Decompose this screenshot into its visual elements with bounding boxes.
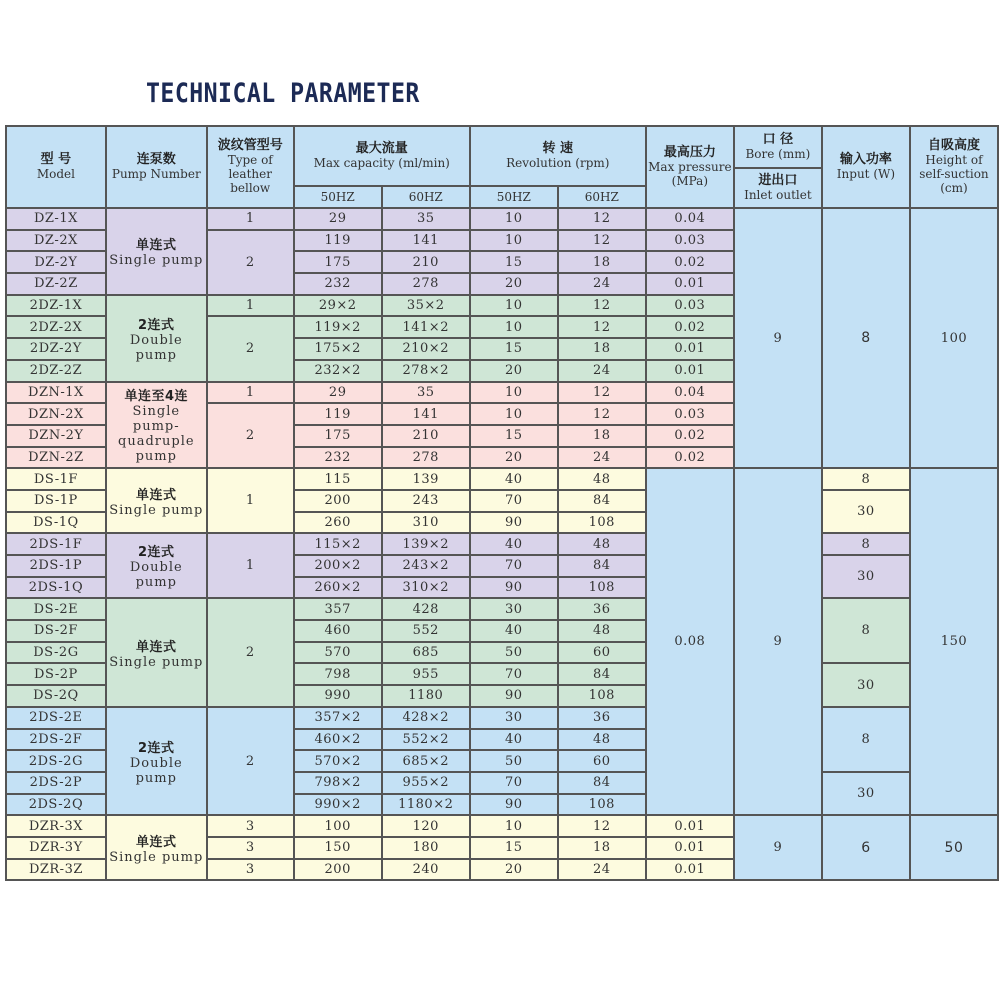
capacity-60hz-cell: 278×2 [382, 360, 470, 382]
capacity-50hz-cell: 570 [294, 642, 382, 664]
revolution-50hz-cell: 20 [470, 447, 558, 469]
capacity-60hz-cell: 243 [382, 490, 470, 512]
table-row [6, 815, 998, 837]
max-pressure-cell: 0.01 [646, 273, 734, 295]
input-power-cell: 8 [822, 468, 910, 490]
capacity-50hz-cell: 175×2 [294, 338, 382, 360]
pump-number-en: Double pump [129, 755, 183, 786]
capacity-60hz-cell: 685 [382, 642, 470, 664]
capacity-60hz-cell: 1180×2 [382, 794, 470, 816]
capacity-50hz-cell: 798 [294, 663, 382, 685]
capacity-60hz-cell: 685×2 [382, 750, 470, 772]
max-pressure-cell: 0.04 [646, 208, 734, 230]
revolution-60hz-cell: 84 [558, 663, 646, 685]
model-cell: DS-2G [6, 642, 106, 664]
capacity-60hz-cell: 955×2 [382, 772, 470, 794]
revolution-60hz-cell: 108 [558, 794, 646, 816]
capacity-60hz-cell: 35 [382, 382, 470, 404]
revolution-60hz-cell: 48 [558, 533, 646, 555]
revolution-60hz-cell: 48 [558, 620, 646, 642]
revolution-60hz-cell: 18 [558, 425, 646, 447]
revolution-50hz-cell: 30 [470, 598, 558, 620]
capacity-50hz-cell: 200×2 [294, 555, 382, 577]
pump-number-en: Double pump [129, 560, 183, 591]
max-pressure-cell: 0.01 [646, 859, 734, 881]
revolution-50hz-cell: 90 [470, 577, 558, 599]
capacity-50hz-cell: 798×2 [294, 772, 382, 794]
revolution-50hz-cell: 70 [470, 555, 558, 577]
max-pressure-cell: 0.08 [646, 468, 734, 815]
revolution-50hz-cell: 10 [470, 403, 558, 425]
capacity-60hz-cell: 210 [382, 425, 470, 447]
bore-cell: 9 [734, 815, 822, 880]
input-power-cell: 8 [822, 533, 910, 555]
input-power-cell: 30 [822, 490, 910, 533]
header-pump-number: 连泵数 Pump Number [106, 126, 207, 208]
capacity-50hz-cell: 260 [294, 512, 382, 534]
capacity-60hz-cell: 428×2 [382, 707, 470, 729]
pump-number-cn: 单连式 [136, 487, 177, 503]
capacity-50hz-cell: 990 [294, 685, 382, 707]
revolution-50hz-cell: 40 [470, 729, 558, 751]
model-cell: DZR-3X [6, 815, 106, 837]
revolution-50hz-cell: 10 [470, 382, 558, 404]
model-cell: DS-1Q [6, 512, 106, 534]
model-cell: DZN-2Y [6, 425, 106, 447]
capacity-60hz-cell: 35×2 [382, 295, 470, 317]
revolution-60hz-cell: 24 [558, 360, 646, 382]
capacity-50hz-cell: 100 [294, 815, 382, 837]
pump-number-cell [106, 533, 207, 598]
revolution-60hz-cell: 84 [558, 772, 646, 794]
pump-number-cn: 单连式 [136, 834, 177, 850]
revolution-50hz-cell: 15 [470, 338, 558, 360]
bellow-type-cell: 3 [207, 815, 294, 837]
model-cell: DZ-2Z [6, 273, 106, 295]
input-power-cell: 8 [822, 208, 910, 468]
revolution-50hz-cell: 30 [470, 707, 558, 729]
input-power-cell: 30 [822, 663, 910, 706]
pump-number-en: Single pump [109, 502, 204, 518]
revolution-50hz-cell: 50 [470, 642, 558, 664]
pump-number-cell [106, 468, 207, 533]
table-row [6, 707, 998, 729]
revolution-60hz-cell: 24 [558, 447, 646, 469]
input-power-cell: 8 [822, 707, 910, 772]
pump-number-cn: 2连式 [138, 545, 175, 561]
model-cell: 2DS-1P [6, 555, 106, 577]
table-row [6, 533, 998, 555]
capacity-60hz-cell: 210×2 [382, 338, 470, 360]
model-cell: 2DZ-1X [6, 295, 106, 317]
max-pressure-cell: 0.02 [646, 447, 734, 469]
revolution-50hz-cell: 40 [470, 620, 558, 642]
model-cell: DS-2Q [6, 685, 106, 707]
header-input: 输入功率 Input (W) [822, 126, 910, 208]
capacity-60hz-cell: 955 [382, 663, 470, 685]
table-row [6, 208, 998, 230]
model-cell: DZ-2Y [6, 251, 106, 273]
revolution-50hz-cell: 90 [470, 512, 558, 534]
revolution-50hz-cell: 20 [470, 859, 558, 881]
bore-cell: 9 [734, 208, 822, 468]
pump-number-cell [106, 208, 207, 295]
revolution-50hz-cell: 10 [470, 316, 558, 338]
capacity-60hz-cell: 310 [382, 512, 470, 534]
header-max-capacity: 最大流量 Max capacity (ml/min) [294, 126, 470, 186]
pump-number-en: Double pump [129, 332, 183, 363]
capacity-60hz-cell: 240 [382, 859, 470, 881]
max-pressure-cell: 0.04 [646, 382, 734, 404]
capacity-60hz-cell: 141 [382, 403, 470, 425]
capacity-60hz-cell: 120 [382, 815, 470, 837]
bellow-type-cell: 1 [207, 208, 294, 230]
header-bore: 口 径 Bore (mm) [734, 126, 822, 168]
revolution-60hz-cell: 60 [558, 750, 646, 772]
model-cell: 2DZ-2Y [6, 338, 106, 360]
capacity-50hz-cell: 570×2 [294, 750, 382, 772]
capacity-50hz-cell: 460×2 [294, 729, 382, 751]
model-cell: DS-2F [6, 620, 106, 642]
capacity-60hz-cell: 243×2 [382, 555, 470, 577]
revolution-60hz-cell: 12 [558, 815, 646, 837]
revolution-50hz-cell: 20 [470, 360, 558, 382]
bellow-type-cell: 1 [207, 468, 294, 533]
capacity-50hz-cell: 29×2 [294, 295, 382, 317]
capacity-50hz-cell: 119 [294, 230, 382, 252]
bellow-type-cell: 3 [207, 859, 294, 881]
revolution-50hz-cell: 40 [470, 468, 558, 490]
header-max-pressure: 最高压力 Max pressure (MPa) [646, 126, 734, 208]
pump-number-cn: 2连式 [138, 317, 175, 333]
model-cell: 2DZ-2X [6, 316, 106, 338]
revolution-50hz-cell: 15 [470, 251, 558, 273]
model-cell: 2DS-2P [6, 772, 106, 794]
capacity-60hz-cell: 552×2 [382, 729, 470, 751]
revolution-60hz-cell: 108 [558, 685, 646, 707]
capacity-50hz-cell: 260×2 [294, 577, 382, 599]
bellow-type-cell: 2 [207, 316, 294, 381]
max-pressure-cell: 0.03 [646, 403, 734, 425]
capacity-50hz-cell: 175 [294, 425, 382, 447]
bellow-type-cell: 2 [207, 403, 294, 468]
revolution-50hz-cell: 20 [470, 273, 558, 295]
max-pressure-cell: 0.02 [646, 251, 734, 273]
pump-number-en: Single pump [109, 253, 204, 269]
header-50hz-capacity: 50HZ [294, 186, 382, 208]
model-cell: DZR-3Z [6, 859, 106, 881]
model-cell: DS-2P [6, 663, 106, 685]
capacity-50hz-cell: 29 [294, 382, 382, 404]
table-body [6, 208, 998, 880]
max-pressure-cell: 0.02 [646, 316, 734, 338]
capacity-60hz-cell: 552 [382, 620, 470, 642]
capacity-60hz-cell: 180 [382, 837, 470, 859]
capacity-60hz-cell: 141 [382, 230, 470, 252]
revolution-60hz-cell: 12 [558, 403, 646, 425]
model-cell: 2DS-2F [6, 729, 106, 751]
bellow-type-cell: 1 [207, 533, 294, 598]
input-power-cell: 8 [822, 598, 910, 663]
max-pressure-cell: 0.01 [646, 360, 734, 382]
revolution-50hz-cell: 10 [470, 230, 558, 252]
capacity-50hz-cell: 460 [294, 620, 382, 642]
capacity-50hz-cell: 357 [294, 598, 382, 620]
capacity-60hz-cell: 210 [382, 251, 470, 273]
capacity-50hz-cell: 29 [294, 208, 382, 230]
revolution-60hz-cell: 18 [558, 251, 646, 273]
revolution-60hz-cell: 84 [558, 555, 646, 577]
model-cell: DS-1F [6, 468, 106, 490]
model-cell: 2DS-2G [6, 750, 106, 772]
self-suction-cell: 100 [910, 208, 998, 468]
revolution-50hz-cell: 70 [470, 663, 558, 685]
pump-number-en: Single pump-quadruple pump [118, 404, 195, 465]
revolution-60hz-cell: 18 [558, 837, 646, 859]
bellow-type-cell: 1 [207, 295, 294, 317]
revolution-60hz-cell: 84 [558, 490, 646, 512]
header-60hz-capacity: 60HZ [382, 186, 470, 208]
header-revolution: 转 速 Revolution (rpm) [470, 126, 646, 186]
model-cell: DZ-2X [6, 230, 106, 252]
model-cell: 2DS-2E [6, 707, 106, 729]
revolution-50hz-cell: 70 [470, 772, 558, 794]
header-model: 型 号 Model [6, 126, 106, 208]
revolution-60hz-cell: 108 [558, 512, 646, 534]
revolution-60hz-cell: 36 [558, 598, 646, 620]
pump-number-cell [106, 815, 207, 880]
revolution-60hz-cell: 108 [558, 577, 646, 599]
header-60hz-revolution: 60HZ [558, 186, 646, 208]
header-inlet-outlet: 进出口 Inlet outlet [734, 168, 822, 208]
revolution-60hz-cell: 24 [558, 273, 646, 295]
capacity-60hz-cell: 428 [382, 598, 470, 620]
capacity-60hz-cell: 35 [382, 208, 470, 230]
pump-number-cell [106, 707, 207, 815]
model-cell: 2DZ-2Z [6, 360, 106, 382]
revolution-60hz-cell: 18 [558, 338, 646, 360]
pump-number-en: Single pump [109, 849, 204, 865]
capacity-60hz-cell: 1180 [382, 685, 470, 707]
table-row [6, 598, 998, 620]
max-pressure-cell: 0.03 [646, 295, 734, 317]
max-pressure-cell: 0.01 [646, 338, 734, 360]
bellow-type-cell: 3 [207, 837, 294, 859]
revolution-50hz-cell: 90 [470, 794, 558, 816]
model-cell: DZN-2Z [6, 447, 106, 469]
model-cell: DZ-1X [6, 208, 106, 230]
capacity-60hz-cell: 139×2 [382, 533, 470, 555]
capacity-50hz-cell: 119×2 [294, 316, 382, 338]
pump-number-cn: 2连式 [138, 740, 175, 756]
capacity-50hz-cell: 175 [294, 251, 382, 273]
pump-number-cn: 单连式 [136, 238, 177, 254]
max-pressure-cell: 0.01 [646, 815, 734, 837]
revolution-50hz-cell: 70 [470, 490, 558, 512]
revolution-50hz-cell: 10 [470, 295, 558, 317]
model-cell: 2DS-1F [6, 533, 106, 555]
capacity-50hz-cell: 115 [294, 468, 382, 490]
pump-number-cn: 单连式 [136, 639, 177, 655]
revolution-50hz-cell: 10 [470, 815, 558, 837]
header-self-suction: 自吸高度 Height of self-suction (cm) [910, 126, 998, 208]
table-row [6, 468, 998, 490]
pump-number-en: Single pump [109, 654, 204, 670]
model-cell: DZN-2X [6, 403, 106, 425]
revolution-60hz-cell: 60 [558, 642, 646, 664]
capacity-50hz-cell: 990×2 [294, 794, 382, 816]
capacity-50hz-cell: 357×2 [294, 707, 382, 729]
capacity-60hz-cell: 310×2 [382, 577, 470, 599]
revolution-50hz-cell: 15 [470, 425, 558, 447]
self-suction-cell: 150 [910, 468, 998, 815]
capacity-50hz-cell: 150 [294, 837, 382, 859]
capacity-50hz-cell: 200 [294, 490, 382, 512]
revolution-50hz-cell: 10 [470, 208, 558, 230]
max-pressure-cell: 0.02 [646, 425, 734, 447]
pump-number-cell [106, 598, 207, 706]
revolution-60hz-cell: 48 [558, 729, 646, 751]
bore-cell: 9 [734, 468, 822, 815]
revolution-60hz-cell: 24 [558, 859, 646, 881]
model-cell: 2DS-1Q [6, 577, 106, 599]
max-pressure-cell: 0.01 [646, 837, 734, 859]
revolution-60hz-cell: 48 [558, 468, 646, 490]
capacity-50hz-cell: 232 [294, 273, 382, 295]
revolution-50hz-cell: 50 [470, 750, 558, 772]
capacity-50hz-cell: 232 [294, 447, 382, 469]
header-50hz-revolution: 50HZ [470, 186, 558, 208]
bellow-type-cell: 1 [207, 382, 294, 404]
revolution-50hz-cell: 15 [470, 837, 558, 859]
model-cell: DS-2E [6, 598, 106, 620]
model-cell: DS-1P [6, 490, 106, 512]
model-cell: DZR-3Y [6, 837, 106, 859]
bellow-type-cell: 2 [207, 707, 294, 815]
revolution-60hz-cell: 12 [558, 295, 646, 317]
revolution-60hz-cell: 12 [558, 230, 646, 252]
capacity-50hz-cell: 232×2 [294, 360, 382, 382]
revolution-60hz-cell: 12 [558, 316, 646, 338]
revolution-50hz-cell: 40 [470, 533, 558, 555]
capacity-50hz-cell: 115×2 [294, 533, 382, 555]
pump-number-cn: 单连至4连 [124, 389, 189, 405]
capacity-60hz-cell: 141×2 [382, 316, 470, 338]
revolution-50hz-cell: 90 [470, 685, 558, 707]
page-title: TECHNICAL PARAMETER [146, 78, 420, 109]
revolution-60hz-cell: 12 [558, 382, 646, 404]
max-pressure-cell: 0.03 [646, 230, 734, 252]
capacity-60hz-cell: 278 [382, 447, 470, 469]
revolution-60hz-cell: 12 [558, 208, 646, 230]
revolution-60hz-cell: 36 [558, 707, 646, 729]
bellow-type-cell: 2 [207, 230, 294, 295]
pump-number-cell [106, 382, 207, 469]
technical-parameter-table [5, 125, 999, 881]
self-suction-cell: 50 [910, 815, 998, 880]
input-power-cell: 30 [822, 772, 910, 815]
capacity-60hz-cell: 278 [382, 273, 470, 295]
capacity-60hz-cell: 139 [382, 468, 470, 490]
model-cell: DZN-1X [6, 382, 106, 404]
header-bellow-type: 波纹管型号 Type of leather bellow [207, 126, 294, 208]
pump-number-cell [106, 295, 207, 382]
input-power-cell: 6 [822, 815, 910, 880]
model-cell: 2DS-2Q [6, 794, 106, 816]
input-power-cell: 30 [822, 555, 910, 598]
capacity-50hz-cell: 119 [294, 403, 382, 425]
bellow-type-cell: 2 [207, 598, 294, 706]
capacity-50hz-cell: 200 [294, 859, 382, 881]
